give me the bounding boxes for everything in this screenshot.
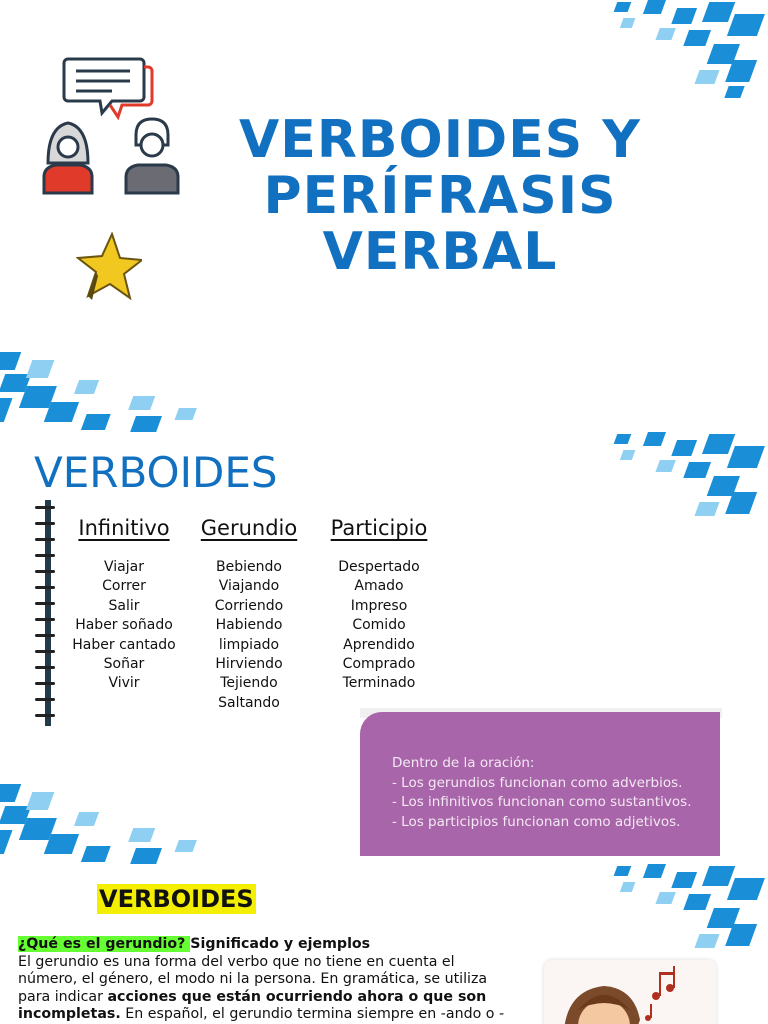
list-item: Haber soñado <box>75 617 173 634</box>
column-participio <box>324 516 434 694</box>
column-header: Participio <box>330 516 428 540</box>
title-line-3: VERBAL <box>322 222 558 282</box>
list-item: Salir <box>108 597 140 614</box>
list-item: Terminado <box>342 675 416 692</box>
title-line-2: PERÍFRASIS <box>263 166 617 226</box>
list-item: Vivir <box>108 675 140 692</box>
question-highlight: ¿Qué es el gerundio? <box>18 936 191 952</box>
paragraph-bold: acciones que están ocurriendo ahora o que son incompletas. <box>18 988 487 1022</box>
slide-gerundio <box>0 864 768 1024</box>
paragraph-text: El gerundio es una forma del verbo que no tiene en cuenta el número, el género, el modo ni la persona. En gramática, se utiliza para indicar <box>18 953 488 1005</box>
list-item: Tejiendo <box>220 675 278 692</box>
notebook-spine <box>45 500 51 726</box>
corner-pattern-bottom-left <box>0 782 240 864</box>
slide-title <box>0 0 768 432</box>
list-item: Amado <box>354 578 404 595</box>
child-illustration <box>544 960 716 1024</box>
section-heading: VERBOIDES <box>34 448 278 497</box>
list-item: Soñar <box>103 656 145 673</box>
corner-pattern-top-right <box>590 0 768 100</box>
list-item: Viajar <box>104 559 144 575</box>
column-header: Gerundio <box>200 516 298 540</box>
list-item: Despertado <box>338 559 420 575</box>
corner-pattern-top-right <box>590 864 768 964</box>
paragraph-text-2: En español, el gerundio termina siempre en -ando o - <box>120 1006 505 1022</box>
list-item: Viajando <box>218 578 280 595</box>
title-line-1: VERBOIDES Y <box>239 110 641 170</box>
column-gerundio <box>184 516 314 713</box>
corner-pattern-top-right <box>590 432 768 532</box>
gerundio-paragraph <box>18 936 518 1024</box>
list-item: Comido <box>352 617 406 634</box>
list-item: Comprado <box>342 656 416 673</box>
column-infinitivo <box>72 516 176 694</box>
main-title <box>215 112 665 280</box>
conversation-icon <box>40 55 182 195</box>
corner-pattern-bottom-left <box>0 350 240 432</box>
child-music-icon <box>544 960 716 1024</box>
list-item: Impreso <box>350 597 408 614</box>
list-item: Saltando <box>218 694 280 711</box>
star-icon <box>76 232 142 302</box>
list-item: Haber cantado <box>72 636 176 653</box>
note-line: - Los gerundios funcionan como adverbios. <box>392 774 683 791</box>
question-rest: Significado y ejemplos <box>190 936 371 952</box>
slide-verboides-table <box>0 432 768 864</box>
section-heading: VERBOIDES <box>99 885 254 913</box>
column-header: Infinitivo <box>78 516 170 540</box>
note-text <box>392 754 692 832</box>
note-line: Dentro de la oración: <box>392 755 535 771</box>
list-item: Hirviendo <box>215 656 283 673</box>
list-item: Bebiendo <box>216 559 282 575</box>
note-line: - Los participios funcionan como adjetivos. <box>392 813 681 830</box>
note-line: - Los infinitivos funcionan como sustantivos. <box>392 794 692 810</box>
list-item: Correr <box>102 578 146 595</box>
list-item: Habiendo limpiado <box>215 617 283 653</box>
list-item: Aprendido <box>343 636 415 653</box>
list-item: Corriendo <box>214 597 284 614</box>
